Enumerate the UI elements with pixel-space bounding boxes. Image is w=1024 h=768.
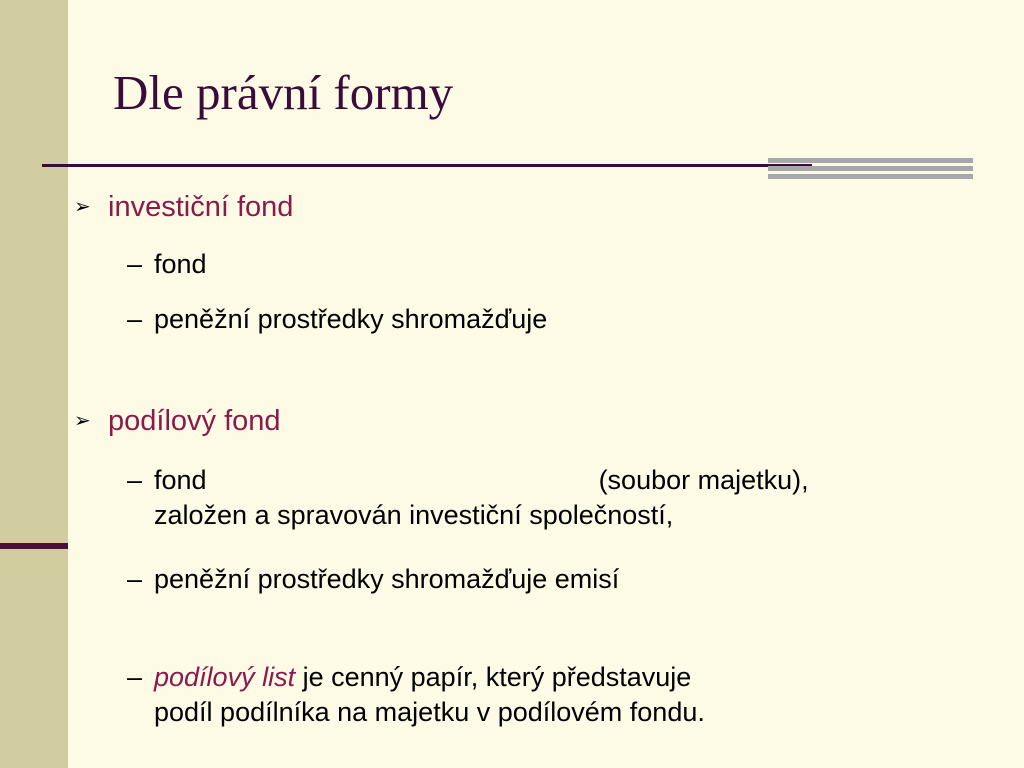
left-band-accent-line [0, 543, 68, 549]
emphasized-term: podílový list [154, 662, 296, 692]
bullet-investicni-fond [74, 191, 293, 224]
sub-item: – podílový list je cenný papír, který představuje podíl podílníka na majetku v podílovém fondu. [127, 662, 705, 728]
bullet-podilovy-fond [74, 405, 281, 438]
title-underline [42, 164, 812, 167]
arrow-bullet-icon: ➢ [74, 410, 91, 432]
bullet-label: podílový fond [108, 405, 281, 437]
sub-item: – peněžní prostředky shromažďuje [127, 304, 548, 334]
bullet-label: investiční fond [108, 191, 294, 223]
sub-item: – peněžní prostředky shromažďuje emisí [127, 564, 620, 594]
sub-item: – fond (soubor majetku), založen a spravován investiční společností, [127, 465, 809, 531]
slide-title: Dle právní formy [113, 65, 454, 120]
title-rule-accent [768, 158, 973, 179]
arrow-bullet-icon: ➢ [74, 196, 91, 218]
sub-item: – fond [127, 249, 207, 279]
left-decorative-band [0, 0, 68, 768]
